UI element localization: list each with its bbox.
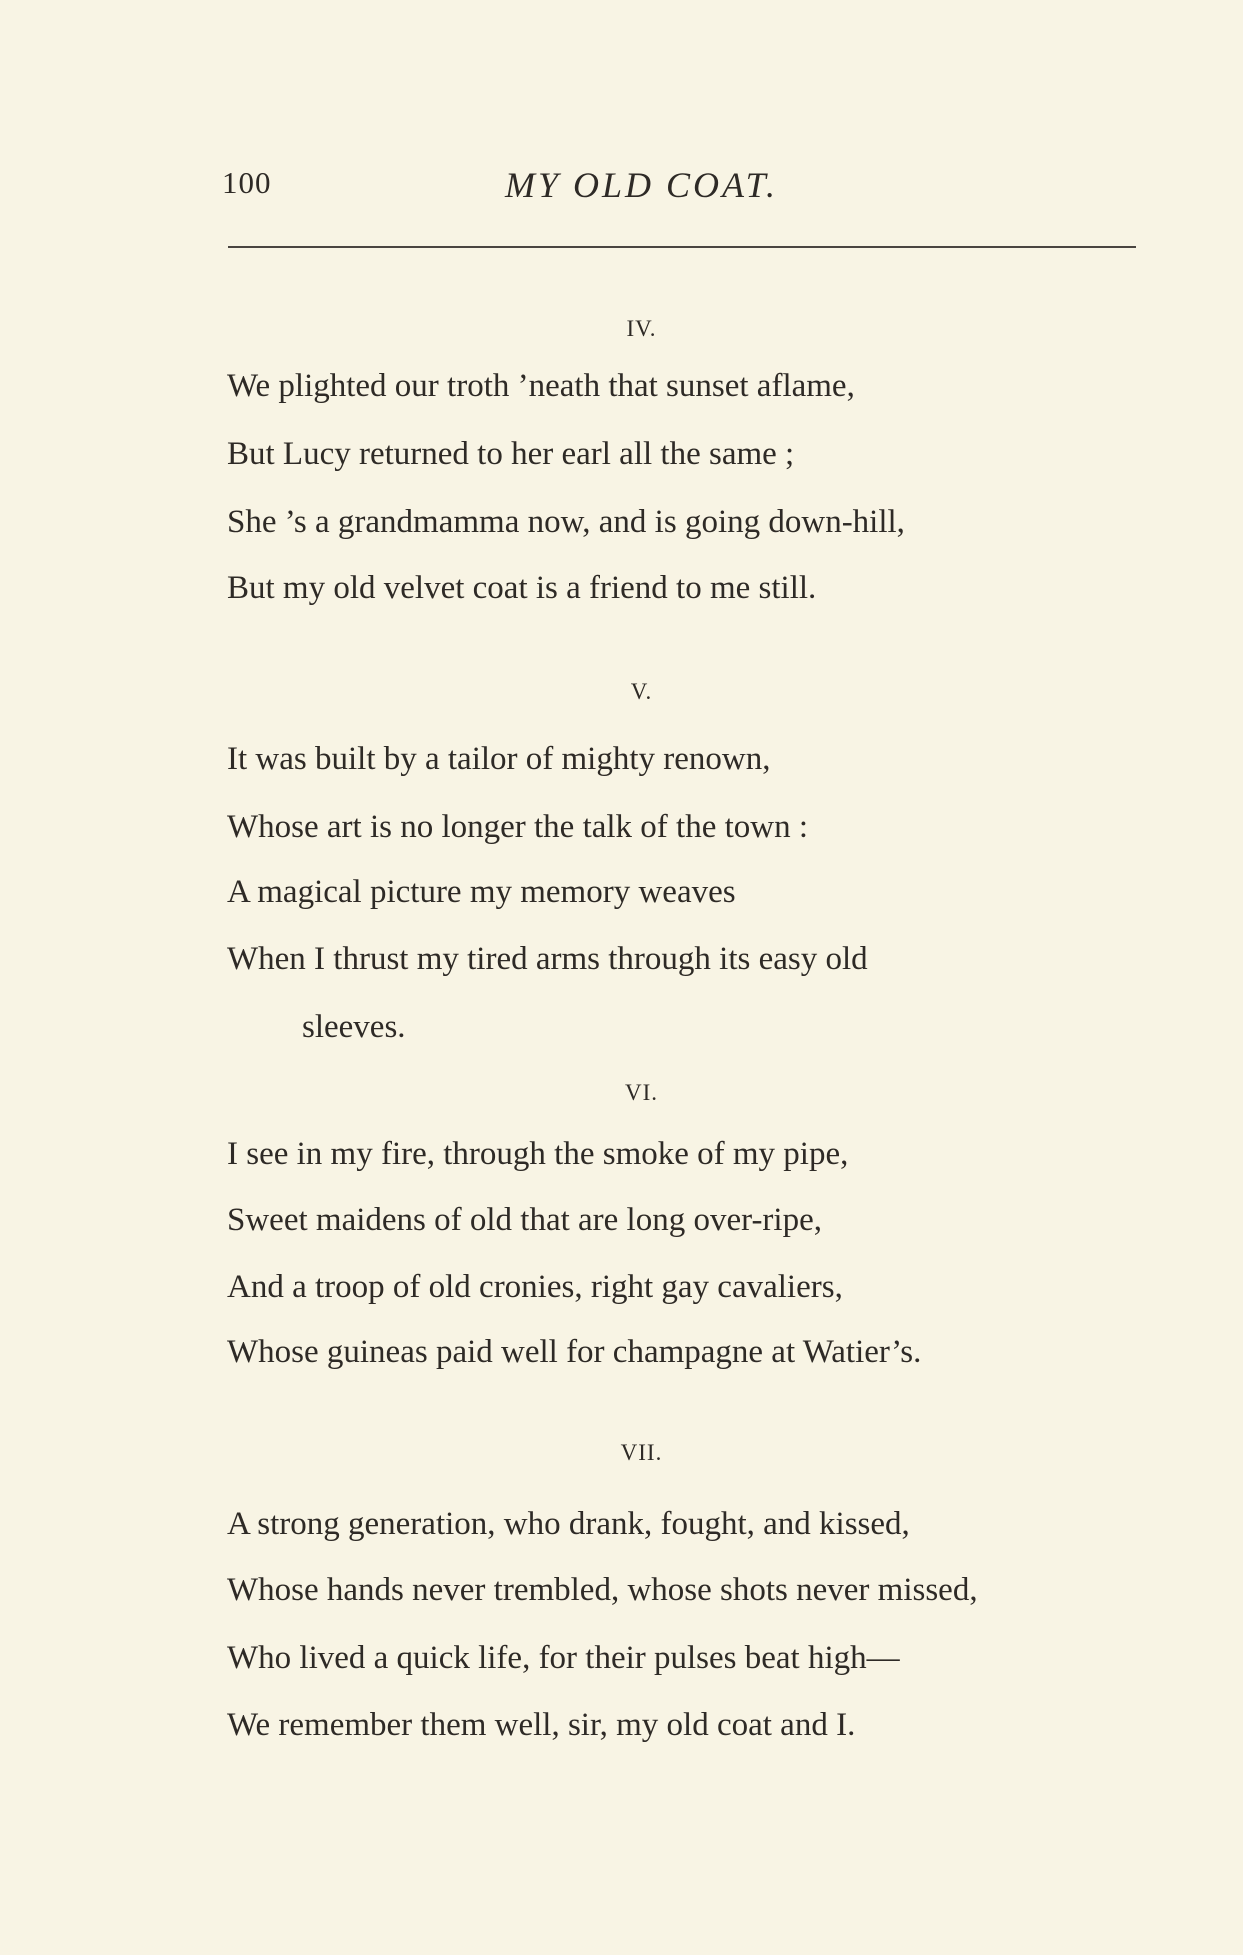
verse-line: Sweet maidens of old that are long over-ripe,	[227, 1202, 822, 1238]
verse-line: When I thrust my tired arms through its easy old	[227, 941, 868, 977]
verse-line: But Lucy returned to her earl all the same ;	[227, 436, 795, 472]
stanza-number: IV.	[626, 316, 657, 341]
verse-line: Whose art is no longer the talk of the town :	[227, 809, 809, 845]
header-rule	[228, 246, 1136, 248]
verse-line: Whose hands never trembled, whose shots never missed,	[227, 1572, 978, 1608]
stanza-number: VI.	[624, 1080, 659, 1105]
verse-line: Who lived a quick life, for their pulses beat high—	[227, 1640, 900, 1676]
verse-line: She ’s a grandmamma now, and is going down-hill,	[227, 504, 905, 540]
verse-line: But my old velvet coat is a friend to me still.	[227, 570, 817, 606]
verse-line: A magical picture my memory weaves	[227, 874, 736, 910]
verse-line: A strong generation, who drank, fought, and kissed,	[227, 1506, 910, 1542]
verse-line: I see in my fire, through the smoke of my pipe,	[227, 1136, 849, 1172]
verse-line-continuation: sleeves.	[302, 1009, 406, 1045]
verse-line: It was built by a tailor of mighty renown,	[227, 741, 771, 777]
running-title: MY OLD COAT.	[504, 165, 779, 205]
verse-line: We plighted our troth ’neath that sunset aflame,	[227, 368, 855, 404]
stanza-number: V.	[630, 679, 653, 704]
page-number: 100	[222, 165, 272, 200]
stanza-number: VII.	[620, 1440, 663, 1465]
verse-line: Whose guineas paid well for champagne at Watier’s.	[227, 1334, 922, 1370]
verse-line: And a troop of old cronies, right gay cavaliers,	[227, 1269, 843, 1305]
verse-line: We remember them well, sir, my old coat and I.	[227, 1707, 856, 1743]
